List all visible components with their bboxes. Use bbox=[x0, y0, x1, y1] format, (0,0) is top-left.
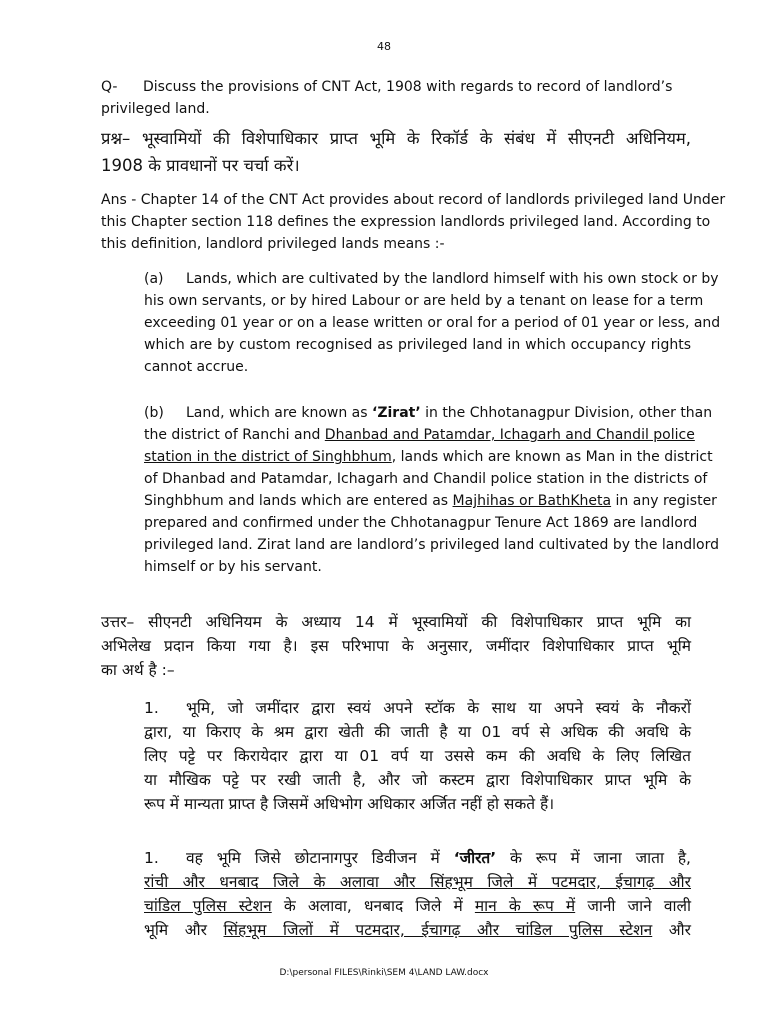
question-hindi-line-1: प्रश्न– भूस्वामियों की विशेपाधिकार प्राप्त भूमि के रिकॉर्ड के संबंध में सीएनटी अधिनियम, bbox=[101, 129, 691, 148]
item-a-line-2: his own servants, or by hired Labour or are held by a tenant on lease for a term bbox=[144, 293, 704, 309]
item-b-line-3-rest: , lands which are known as Man in the district bbox=[391, 449, 713, 465]
hindi-underlined-man-text: मान के रूप में bbox=[474, 897, 576, 915]
underlined-singhbhum-text: station in the district of Singhbhum bbox=[144, 449, 392, 465]
hindi-item-2-line-4-text: भूमि और bbox=[144, 921, 224, 939]
question-line-1: Discuss the provisions of CNT Act, 1908 with regards to record of landlord’s bbox=[143, 79, 673, 95]
question-hindi-line-2: 1908 के प्रावधानों पर चर्चा करें। bbox=[101, 156, 300, 175]
item-b-line-5-text: Singhbhum and lands which are entered as bbox=[144, 493, 453, 509]
hindi-item-2-line-4-rest: और bbox=[652, 921, 691, 939]
item-a-line-3: exceeding 01 year or on a lease written or oral for a period of 01 year or less, and bbox=[144, 315, 721, 331]
hindi-item-1-label: 1. bbox=[144, 699, 159, 717]
answer-hindi-line-1: उत्तर– सीएनटी अधिनियम के अध्याय 14 में भूस्वामियों की विशेपाधिकार प्राप्त भूमि का bbox=[101, 613, 691, 631]
hindi-item-1-line-3: लिए पट्टे पर किरायेदार द्वारा या 01 वर्प या उससे कम की अवधि के लिए लिखित bbox=[144, 747, 691, 765]
item-b-line-4: of Dhanbad and Patamdar, Ichagarh and Chandil police station in the districts of bbox=[144, 471, 708, 487]
jirat-term: ‘जीरत’ bbox=[453, 849, 497, 867]
item-b-label: (b) bbox=[144, 405, 164, 421]
hindi-underlined-singhbhum-text: सिंहभूम जिलों में पटमदार, ईचागढ़ और चांडिल पुलिस स्टेशन bbox=[223, 921, 653, 939]
hindi-item-1-line-1: भूमि, जो जमींदार द्वारा स्वयं अपने स्टॉक के साथ या अपने स्वयं के नौकरों bbox=[186, 699, 691, 717]
question-line-2: privileged land. bbox=[101, 101, 210, 117]
hindi-underlined-chandil-text: चांडिल पुलिस स्टेशन bbox=[144, 897, 272, 915]
item-b-line-1-rest: in the Chhotanagpur Division, other than bbox=[420, 405, 713, 421]
answer-hindi-line-3: का अर्थ है :– bbox=[101, 661, 175, 679]
answer-line-2: this Chapter section 118 defines the expression landlords privileged land. According to bbox=[101, 214, 711, 230]
page-number: 48 bbox=[377, 40, 391, 53]
hindi-item-2 bbox=[144, 846, 691, 942]
hindi-underlined-ranchi-text: रांची और धनबाद जिले के अलावा और सिंहभूम जिले में पटमदार, ईचागढ़ और bbox=[144, 873, 691, 891]
answer-line-1: Ans - Chapter 14 of the CNT Act provides about record of landlords privileged land Under bbox=[101, 192, 726, 208]
hindi-item-2-line-3-rest: जानी जाने वाली bbox=[575, 897, 691, 915]
hindi-item-1 bbox=[144, 696, 691, 816]
answer-english bbox=[101, 189, 726, 255]
footer-file-path: D:\personal FILES\Rinki\SEM 4\LAND LAW.docx bbox=[279, 968, 489, 978]
hindi-item-2-line-3-text: के अलावा, धनबाद जिले में bbox=[271, 897, 475, 915]
hindi-item-1-line-4: या मौखिक पट्टे पर रखी जाती है, और जो कस्टम द्वारा विशेपाधिकार प्राप्त भूमि के bbox=[144, 771, 691, 789]
item-b-line-5-rest: in any register bbox=[611, 493, 717, 509]
item-a-line-1: Lands, which are cultivated by the landlord himself with his own stock or by bbox=[186, 271, 719, 287]
item-b-line-2-text: the district of Ranchi and bbox=[144, 427, 325, 443]
hindi-item-1-line-2: द्वारा, या किराए के श्रम द्वारा खेती की जाती है या 01 वर्प से अधिक की अवधि के bbox=[144, 723, 691, 741]
item-b-line-8: himself or by his servant. bbox=[144, 559, 322, 575]
hindi-item-2-line-1-rest: के रूप में जाना जाता है, bbox=[496, 849, 691, 867]
item-b-line-6: prepared and confirmed under the Chhotanagpur Tenure Act 1869 are landlord bbox=[144, 515, 698, 531]
underlined-dhanbad-text: Dhanbad and Patamdar, Ichagarh and Chandil police bbox=[324, 427, 695, 443]
question-label: Q- bbox=[101, 79, 118, 95]
hindi-item-2-line-1-text: वह भूमि जिसे छोटानागपुर डिवीजन में bbox=[186, 849, 454, 867]
hindi-item-1-line-5: रूप में मान्यता प्राप्त है जिसमें अधिभोग अधिकार अर्जित नहीं हो सकते हैं। bbox=[144, 795, 555, 813]
zirat-term: ‘Zirat’ bbox=[372, 405, 421, 421]
answer-hindi bbox=[101, 610, 691, 682]
item-b-line-1-text: Land, which are known as bbox=[186, 405, 373, 421]
item-b bbox=[144, 402, 719, 578]
item-a-label: (a) bbox=[144, 271, 164, 287]
underlined-majhihas-text: Majhihas or BathKheta bbox=[452, 493, 612, 509]
question-hindi bbox=[101, 125, 691, 179]
answer-hindi-line-2: अभिलेख प्रदान किया गया है। इस परिभापा के अनुसार, जमींदार विशेपाधिकार प्राप्त भूमि bbox=[101, 637, 691, 655]
answer-line-3: this definition, landlord privileged lands means :- bbox=[101, 236, 445, 252]
hindi-item-2-label: 1. bbox=[144, 849, 159, 867]
item-a-line-5: cannot accrue. bbox=[144, 359, 249, 375]
question-english bbox=[101, 76, 691, 120]
item-a bbox=[144, 268, 721, 378]
item-b-line-7: privileged land. Zirat land are landlord’s privileged land cultivated by the landlord bbox=[144, 537, 719, 553]
item-a-line-4: which are by custom recognised as privileged land in which occupancy rights bbox=[144, 337, 691, 353]
